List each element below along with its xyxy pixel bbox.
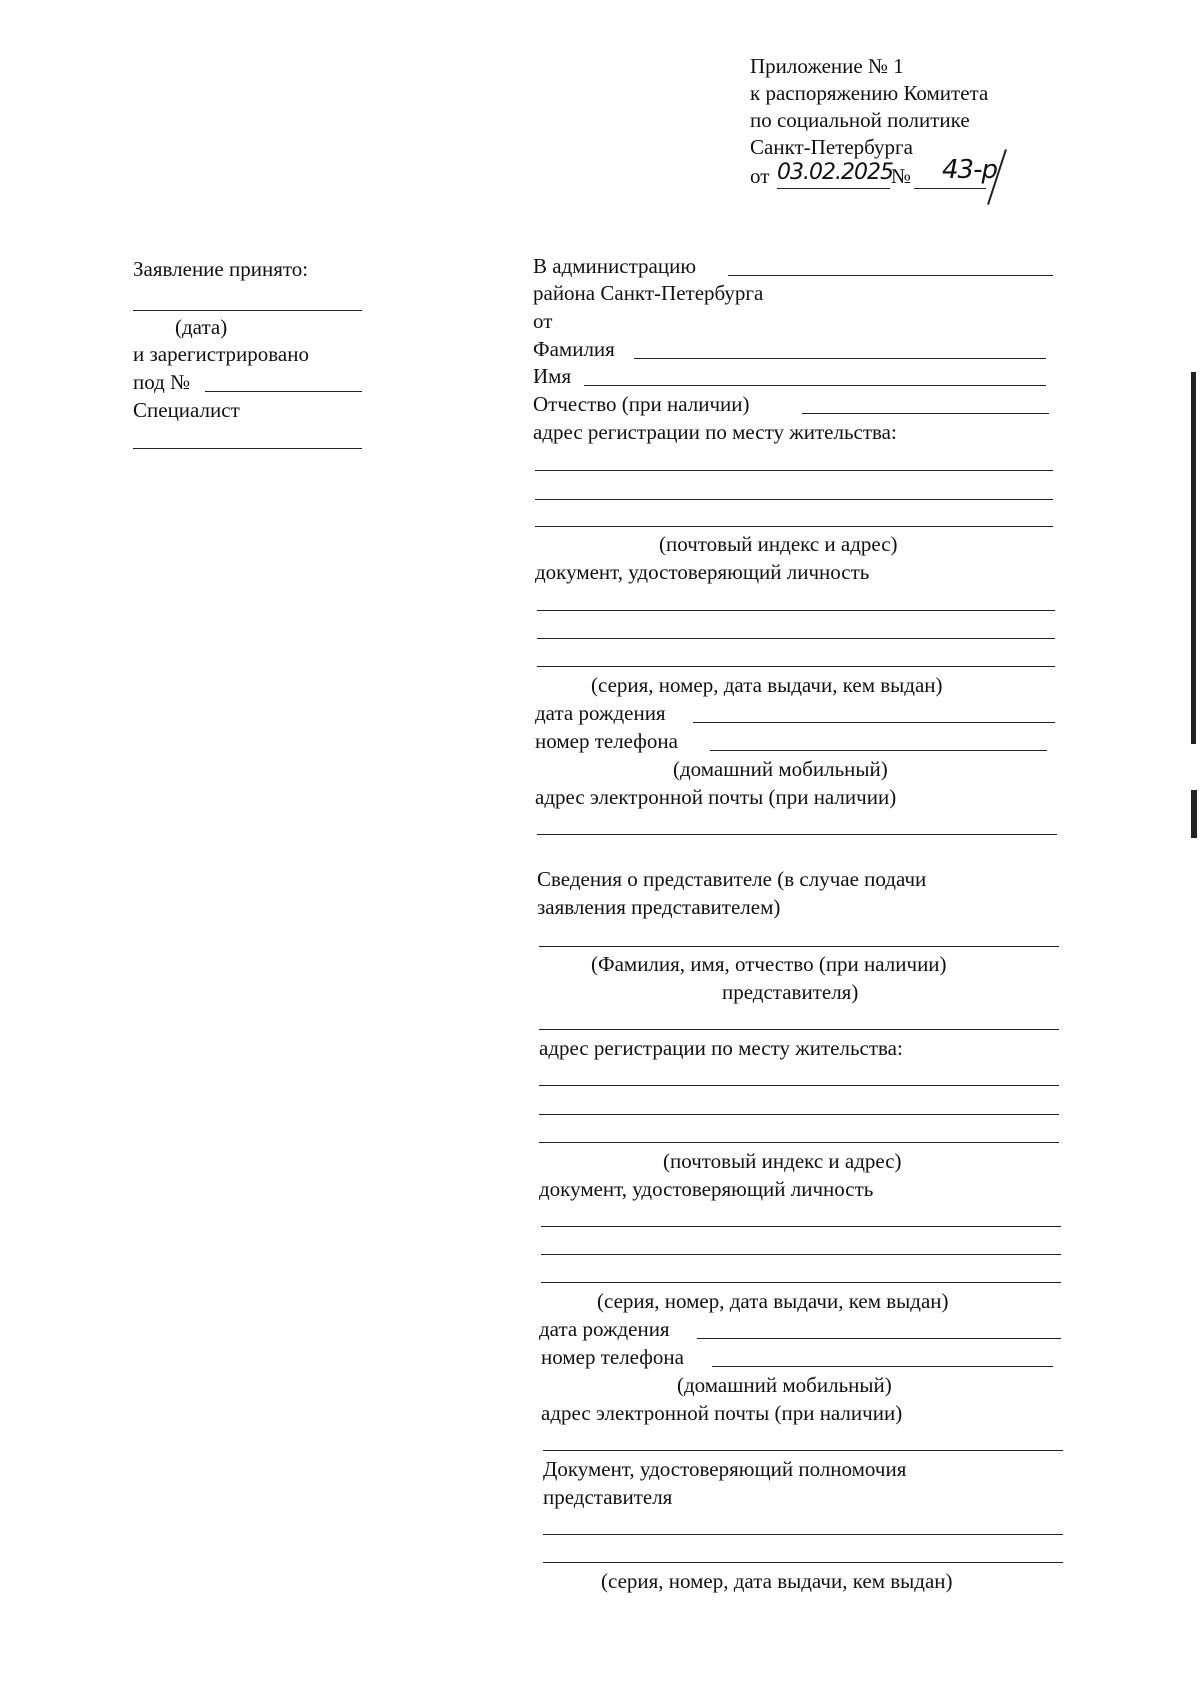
rep-authority-field-1[interactable] (543, 1534, 1063, 1535)
email-label: адрес электронной почты (при наличии) (535, 785, 897, 809)
rep-birth-date-field[interactable] (697, 1338, 1061, 1339)
rep-phone-label: номер телефона (541, 1345, 684, 1369)
phone-label: номер телефона (535, 729, 678, 753)
rep-postal-address-caption: (почтовый индекс и адрес) (663, 1149, 902, 1173)
birth-date-field[interactable] (693, 722, 1055, 723)
intake-specialist-line[interactable] (133, 448, 362, 449)
intake-number-label: под № (133, 370, 191, 394)
from-label: от (533, 309, 553, 333)
order-date-handwritten: 03.02.2025 (777, 160, 893, 185)
rep-authority-label-line1: Документ, удостоверяющий полномочия (543, 1457, 907, 1481)
surname-field[interactable] (634, 358, 1046, 359)
patronymic-label: Отчество (при наличии) (533, 392, 750, 416)
district-label: района Санкт-Петербурга (533, 281, 764, 305)
rep-email-label: адрес электронной почты (при наличии) (541, 1401, 903, 1425)
phone-field[interactable] (710, 750, 1047, 751)
rep-id-document-field-3[interactable] (541, 1282, 1061, 1283)
appendix-line-committee: по социальной политике (750, 108, 970, 132)
id-document-label: документ, удостоверяющий личность (535, 560, 870, 584)
birth-date-label: дата рождения (535, 701, 666, 725)
intake-accepted-label: Заявление принято: (133, 257, 309, 281)
intake-date-caption: (дата) (175, 315, 228, 339)
representative-fio-caption-line1: (Фамилия, имя, отчество (при наличии) (591, 952, 947, 976)
intake-specialist-label: Специалист (133, 398, 240, 422)
reg-address-field-2[interactable] (535, 499, 1053, 500)
rep-reg-address-label: адрес регистрации по месту жительства: (539, 1036, 903, 1060)
representative-heading-line1: Сведения о представителе (в случае подачи (537, 867, 927, 891)
appendix-title: Приложение № 1 (750, 54, 904, 78)
rep-authority-label-line2: представителя (543, 1485, 673, 1509)
phone-caption: (домашний мобильный) (673, 757, 888, 781)
patronymic-field[interactable] (802, 413, 1049, 414)
appendix-line-city: Санкт-Петербурга (750, 135, 913, 159)
order-number-handwritten: 43-р (942, 155, 997, 185)
rep-phone-caption: (домашний мобильный) (677, 1373, 892, 1397)
rep-phone-field[interactable] (712, 1366, 1053, 1367)
administration-field[interactable] (728, 275, 1053, 276)
intake-date-line[interactable] (133, 310, 362, 311)
rep-id-document-caption: (серия, номер, дата выдачи, кем выдан) (597, 1289, 949, 1313)
intake-number-line[interactable] (205, 391, 362, 392)
scan-edge-mark-upper (1191, 372, 1196, 744)
rep-id-document-field-1[interactable] (541, 1226, 1061, 1227)
rep-authority-caption: (серия, номер, дата выдачи, кем выдан) (601, 1569, 953, 1593)
id-document-field-3[interactable] (537, 666, 1055, 667)
intake-registered-label: и зарегистрировано (133, 342, 309, 366)
id-document-field-1[interactable] (537, 610, 1055, 611)
name-field[interactable] (584, 385, 1046, 386)
rep-email-field[interactable] (543, 1450, 1063, 1451)
id-document-field-2[interactable] (537, 638, 1055, 639)
reg-address-field-3[interactable] (535, 526, 1053, 527)
rep-reg-address-field-1[interactable] (539, 1085, 1059, 1086)
name-label: Имя (533, 364, 572, 388)
appendix-line-order: к распоряжению Комитета (750, 81, 989, 105)
reg-address-label: адрес регистрации по месту жительства: (533, 420, 897, 444)
rep-birth-date-label: дата рождения (539, 1317, 670, 1341)
rep-reg-address-field-3[interactable] (539, 1142, 1059, 1143)
representative-heading-line2: заявления представителем) (537, 895, 781, 919)
rep-id-document-label: документ, удостоверяющий личность (539, 1177, 874, 1201)
to-administration-label: В администрацию (533, 254, 697, 278)
id-document-caption: (серия, номер, дата выдачи, кем выдан) (591, 673, 943, 697)
order-number-prefix: № (891, 164, 912, 188)
representative-fio-field-2[interactable] (539, 1029, 1059, 1030)
scan-edge-mark-lower (1191, 790, 1197, 838)
postal-address-caption: (почтовый индекс и адрес) (659, 532, 898, 556)
representative-fio-caption-line2: представителя) (722, 980, 859, 1004)
reg-address-field-1[interactable] (535, 470, 1053, 471)
rep-authority-field-2[interactable] (543, 1562, 1063, 1563)
rep-id-document-field-2[interactable] (541, 1254, 1061, 1255)
order-number-underline (914, 188, 986, 189)
representative-fio-field[interactable] (539, 946, 1059, 947)
surname-label: Фамилия (533, 337, 615, 361)
order-date-prefix: от (750, 164, 770, 188)
order-date-underline (777, 188, 890, 189)
rep-reg-address-field-2[interactable] (539, 1114, 1059, 1115)
email-field[interactable] (537, 834, 1057, 835)
